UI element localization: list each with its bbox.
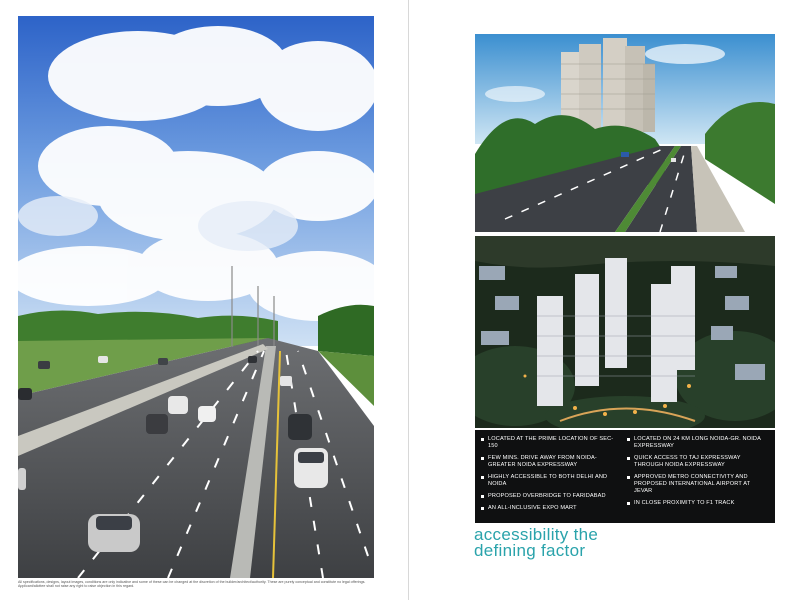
feature-item: LOCATED AT THE PRIME LOCATION OF SEC-150	[481, 436, 623, 450]
page-gutter	[408, 0, 409, 600]
bullet-square-icon	[481, 507, 484, 510]
feature-item: LOCATED ON 24 KM LONG NOIDA-GR. NOIDA EXPRESSWAY	[627, 436, 769, 450]
features-column-left	[481, 436, 623, 517]
bullet-square-icon	[627, 502, 630, 505]
feature-item: APPROVED METRO CONNECTIVITY AND PROPOSED INTERNATIONAL AIRPORT AT JEVAR	[627, 474, 769, 495]
feature-item: AN ALL-INCLUSIVE EXPO MART	[481, 505, 623, 512]
feature-item: HIGHLY ACCESSIBLE TO BOTH DELHI AND NOIDA	[481, 474, 623, 488]
tagline-line-2: defining factor	[474, 541, 586, 560]
bullet-square-icon	[627, 438, 630, 441]
tagline-heading	[474, 527, 694, 559]
feature-item: PROPOSED OVERBRIDGE TO FARIDABAD	[481, 493, 623, 500]
features-column-right	[627, 436, 769, 512]
disclaimer-text: All specifications, designs, layout images, conditions are only indicative and some of these can be changed at the discretion of the builder/architect/authority. These are purely conceptual and constitute no legal offerings. Applicant/allottee shall not raise any right to raise objection in this regard.	[18, 580, 366, 589]
bullet-square-icon	[481, 476, 484, 479]
bullet-square-icon	[481, 457, 484, 460]
bullet-square-icon	[627, 457, 630, 460]
feature-item: IN CLOSE PROXIMITY TO F1 TRACK	[627, 500, 769, 507]
expressway-towers-photo	[475, 34, 775, 232]
bullet-square-icon	[481, 438, 484, 441]
aerial-township-render	[475, 236, 775, 428]
tagline-line-1: accessibility the	[474, 525, 599, 544]
location-features-panel	[475, 430, 775, 523]
bullet-square-icon	[627, 476, 630, 479]
bullet-square-icon	[481, 495, 484, 498]
highway-hero-photo	[18, 16, 374, 578]
feature-item: FEW MINS. DRIVE AWAY FROM NOIDA-GREATER NOIDA EXPRESSWAY	[481, 455, 623, 469]
feature-item: QUICK ACCESS TO TAJ EXPRESSWAY THROUGH NOIDA EXPRESSWAY	[627, 455, 769, 469]
